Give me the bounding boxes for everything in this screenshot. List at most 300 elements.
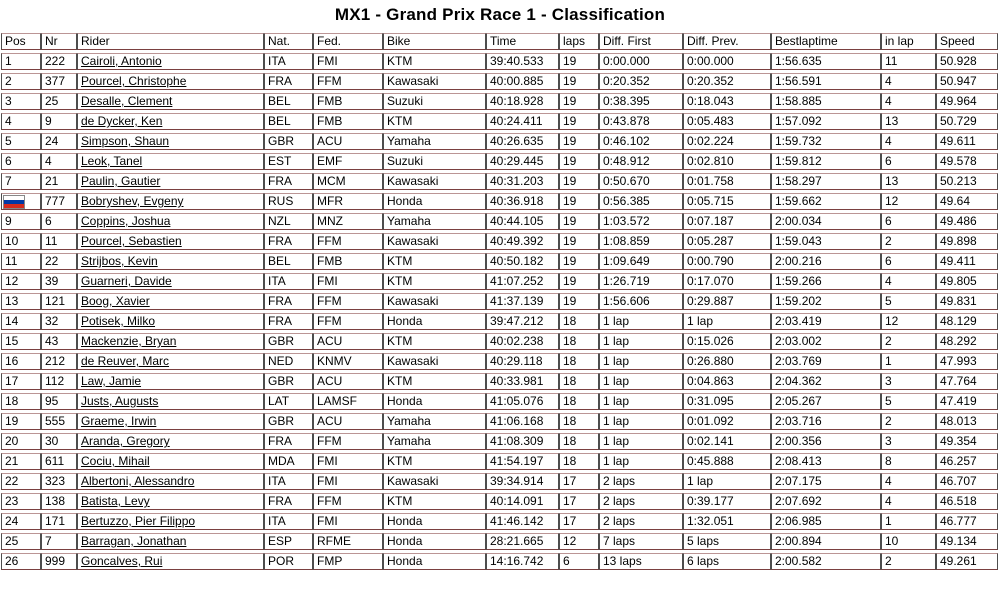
cell-diff_first: 1:26.719 <box>599 273 683 290</box>
cell-diff_first: 1 lap <box>599 393 683 410</box>
cell-speed: 46.777 <box>936 513 998 530</box>
cell-bestlaptime: 2:05.267 <box>771 393 881 410</box>
cell-diff_first: 2 laps <box>599 473 683 490</box>
cell-nat: NZL <box>264 213 313 230</box>
column-header-time: Time <box>486 33 559 50</box>
cell-bike: Kawasaki <box>383 353 486 370</box>
cell-diff_prev: 0:31.095 <box>683 393 771 410</box>
cell-diff_prev: 0:02.224 <box>683 133 771 150</box>
table-row <box>1 453 998 470</box>
cell-rider <box>77 533 264 550</box>
table-row <box>1 373 998 390</box>
cell-fed: FMI <box>313 473 383 490</box>
cell-laps: 18 <box>559 333 599 350</box>
cell-rider <box>77 213 264 230</box>
cell-nat: FRA <box>264 73 313 90</box>
cell-laps: 19 <box>559 213 599 230</box>
cell-nat: ITA <box>264 273 313 290</box>
cell-diff_first: 0:20.352 <box>599 73 683 90</box>
cell-nr: 555 <box>41 413 77 430</box>
cell-diff_prev: 0:18.043 <box>683 93 771 110</box>
cell-bestlaptime: 2:00.356 <box>771 433 881 450</box>
cell-bike: Kawasaki <box>383 233 486 250</box>
cell-speed: 48.129 <box>936 313 998 330</box>
column-header-speed: Speed <box>936 33 998 50</box>
cell-bike: KTM <box>383 333 486 350</box>
cell-rider <box>77 353 264 370</box>
cell-in_lap: 4 <box>881 473 936 490</box>
cell-in_lap: 1 <box>881 513 936 530</box>
cell-laps: 18 <box>559 433 599 450</box>
cell-in_lap: 2 <box>881 333 936 350</box>
rider-link[interactable]: Leok, Tanel <box>81 154 143 168</box>
cell-in_lap: 2 <box>881 553 936 570</box>
cell-time: 41:37.139 <box>486 293 559 310</box>
cell-diff_first: 1:03.572 <box>599 213 683 230</box>
column-header-laps: laps <box>559 33 599 50</box>
rider-link[interactable]: Guarneri, Davide <box>81 274 172 288</box>
cell-pos: 13 <box>1 293 41 310</box>
cell-nr: 11 <box>41 233 77 250</box>
cell-fed: MNZ <box>313 213 383 230</box>
cell-speed: 49.898 <box>936 233 998 250</box>
rider-link[interactable]: Strijbos, Kevin <box>81 254 158 268</box>
cell-pos <box>1 193 41 210</box>
cell-rider <box>77 193 264 210</box>
cell-laps: 19 <box>559 193 599 210</box>
cell-laps: 18 <box>559 313 599 330</box>
cell-fed: FFM <box>313 293 383 310</box>
cell-nat: GBR <box>264 373 313 390</box>
cell-nr: 21 <box>41 173 77 190</box>
column-header-in_lap: in lap <box>881 33 936 50</box>
cell-rider <box>77 153 264 170</box>
cell-nr: 4 <box>41 153 77 170</box>
cell-pos: 4 <box>1 113 41 130</box>
cell-nr: 377 <box>41 73 77 90</box>
cell-pos: 17 <box>1 373 41 390</box>
cell-diff_prev: 1 lap <box>683 473 771 490</box>
cell-diff_prev: 0:17.070 <box>683 273 771 290</box>
cell-nr: 30 <box>41 433 77 450</box>
table-row <box>1 113 998 130</box>
cell-rider <box>77 53 264 70</box>
cell-nat: NED <box>264 353 313 370</box>
cell-bestlaptime: 1:59.732 <box>771 133 881 150</box>
cell-fed: FFM <box>313 313 383 330</box>
column-header-bike: Bike <box>383 33 486 50</box>
cell-in_lap: 3 <box>881 373 936 390</box>
cell-speed: 49.611 <box>936 133 998 150</box>
cell-pos: 10 <box>1 233 41 250</box>
rider-link[interactable]: Batista, Levy <box>81 494 150 508</box>
cell-diff_prev: 0:05.715 <box>683 193 771 210</box>
cell-bike: KTM <box>383 53 486 70</box>
cell-nat: BEL <box>264 113 313 130</box>
cell-rider <box>77 93 264 110</box>
cell-nat: GBR <box>264 413 313 430</box>
cell-speed: 49.805 <box>936 273 998 290</box>
cell-pos: 9 <box>1 213 41 230</box>
cell-bike: Yamaha <box>383 213 486 230</box>
cell-time: 40:29.445 <box>486 153 559 170</box>
cell-laps: 19 <box>559 113 599 130</box>
column-header-fed: Fed. <box>313 33 383 50</box>
cell-pos: 2 <box>1 73 41 90</box>
rider-link[interactable]: Pourcel, Sebastien <box>81 234 182 248</box>
cell-nr: 212 <box>41 353 77 370</box>
cell-fed: ACU <box>313 333 383 350</box>
cell-fed: ACU <box>313 413 383 430</box>
table-row <box>1 473 998 490</box>
cell-bestlaptime: 1:58.885 <box>771 93 881 110</box>
cell-nat: EST <box>264 153 313 170</box>
table-row <box>1 553 998 570</box>
table-row <box>1 493 998 510</box>
cell-bike: Kawasaki <box>383 173 486 190</box>
cell-diff_first: 1 lap <box>599 413 683 430</box>
cell-rider <box>77 273 264 290</box>
cell-nat: ESP <box>264 533 313 550</box>
cell-bestlaptime: 1:58.297 <box>771 173 881 190</box>
russia-flag-icon <box>4 196 24 208</box>
cell-laps: 18 <box>559 453 599 470</box>
cell-in_lap: 13 <box>881 173 936 190</box>
cell-nat: BEL <box>264 253 313 270</box>
cell-diff_first: 1 lap <box>599 453 683 470</box>
cell-in_lap: 2 <box>881 233 936 250</box>
cell-diff_prev: 0:05.287 <box>683 233 771 250</box>
column-header-diff_prev: Diff. Prev. <box>683 33 771 50</box>
cell-nr: 222 <box>41 53 77 70</box>
cell-fed: ACU <box>313 133 383 150</box>
cell-speed: 50.729 <box>936 113 998 130</box>
rider-link[interactable]: Boog, Xavier <box>81 294 150 308</box>
cell-bike: KTM <box>383 373 486 390</box>
cell-diff_first: 1 lap <box>599 313 683 330</box>
column-header-nat: Nat. <box>264 33 313 50</box>
table-row <box>1 133 998 150</box>
cell-bike: Suzuki <box>383 153 486 170</box>
cell-bestlaptime: 1:59.266 <box>771 273 881 290</box>
cell-laps: 18 <box>559 373 599 390</box>
cell-nr: 171 <box>41 513 77 530</box>
cell-bestlaptime: 2:00.034 <box>771 213 881 230</box>
cell-speed: 49.831 <box>936 293 998 310</box>
cell-diff_first: 1 lap <box>599 373 683 390</box>
cell-fed: FMB <box>313 93 383 110</box>
cell-nat: GBR <box>264 133 313 150</box>
cell-diff_prev: 0:45.888 <box>683 453 771 470</box>
cell-bike: KTM <box>383 253 486 270</box>
rider-link[interactable]: Justs, Augusts <box>81 394 159 408</box>
cell-rider <box>77 413 264 430</box>
cell-speed: 49.578 <box>936 153 998 170</box>
cell-in_lap: 6 <box>881 213 936 230</box>
rider-link[interactable]: Desalle, Clement <box>81 94 173 108</box>
cell-time: 40:33.981 <box>486 373 559 390</box>
cell-diff_prev: 0:05.483 <box>683 113 771 130</box>
rider-link[interactable]: Pourcel, Christophe <box>81 74 187 88</box>
rider-link[interactable]: Simpson, Shaun <box>81 134 170 148</box>
cell-rider <box>77 453 264 470</box>
cell-laps: 19 <box>559 233 599 250</box>
cell-nr: 777 <box>41 193 77 210</box>
column-header-bestlaptime: Bestlaptime <box>771 33 881 50</box>
cell-bike: Honda <box>383 313 486 330</box>
rider-link[interactable]: Albertoni, Alessandro <box>81 474 195 488</box>
table-row <box>1 433 998 450</box>
cell-speed: 49.134 <box>936 533 998 550</box>
cell-laps: 17 <box>559 473 599 490</box>
cell-nr: 9 <box>41 113 77 130</box>
cell-time: 41:54.197 <box>486 453 559 470</box>
rider-link[interactable]: Barragan, Jonathan <box>81 534 187 548</box>
cell-diff_prev: 6 laps <box>683 553 771 570</box>
cell-in_lap: 11 <box>881 53 936 70</box>
cell-pos: 20 <box>1 433 41 450</box>
cell-time: 40:00.885 <box>486 73 559 90</box>
cell-bestlaptime: 2:07.692 <box>771 493 881 510</box>
cell-diff_prev: 0:00.000 <box>683 53 771 70</box>
cell-in_lap: 8 <box>881 453 936 470</box>
table-row <box>1 193 998 210</box>
cell-pos: 23 <box>1 493 41 510</box>
cell-bike: Kawasaki <box>383 293 486 310</box>
rider-link[interactable]: Cairoli, Antonio <box>81 54 162 68</box>
table-row <box>1 533 998 550</box>
cell-in_lap: 12 <box>881 193 936 210</box>
rider-link[interactable]: Paulin, Gautier <box>81 174 161 188</box>
cell-diff_prev: 1 lap <box>683 313 771 330</box>
header-row <box>1 33 998 50</box>
cell-nat: FRA <box>264 433 313 450</box>
cell-nat: RUS <box>264 193 313 210</box>
cell-diff_prev: 0:20.352 <box>683 73 771 90</box>
cell-time: 41:46.142 <box>486 513 559 530</box>
cell-rider <box>77 133 264 150</box>
cell-fed: FMI <box>313 513 383 530</box>
cell-laps: 17 <box>559 493 599 510</box>
rider-link[interactable]: Goncalves, Rui <box>81 554 163 568</box>
cell-time: 41:07.252 <box>486 273 559 290</box>
cell-bike: KTM <box>383 113 486 130</box>
rider-link[interactable]: Law, Jamie <box>81 374 142 388</box>
cell-speed: 46.518 <box>936 493 998 510</box>
cell-time: 40:29.118 <box>486 353 559 370</box>
cell-time: 39:47.212 <box>486 313 559 330</box>
cell-fed: ACU <box>313 373 383 390</box>
rider-link[interactable]: Bobryshev, Evgeny <box>81 194 184 208</box>
cell-bike: Honda <box>383 513 486 530</box>
cell-nr: 95 <box>41 393 77 410</box>
rider-link[interactable]: Cociu, Mihail <box>81 454 150 468</box>
cell-bestlaptime: 2:06.985 <box>771 513 881 530</box>
cell-rider <box>77 513 264 530</box>
cell-pos: 7 <box>1 173 41 190</box>
cell-diff_prev: 0:29.887 <box>683 293 771 310</box>
cell-bike: Yamaha <box>383 433 486 450</box>
cell-diff_prev: 0:26.880 <box>683 353 771 370</box>
cell-bestlaptime: 2:03.419 <box>771 313 881 330</box>
rider-link[interactable]: Mackenzie, Bryan <box>81 334 177 348</box>
cell-fed: MFR <box>313 193 383 210</box>
cell-in_lap: 4 <box>881 493 936 510</box>
rider-link[interactable]: Bertuzzo, Pier Filippo <box>81 514 196 528</box>
cell-speed: 47.419 <box>936 393 998 410</box>
cell-bike: KTM <box>383 273 486 290</box>
rider-link[interactable]: Coppins, Joshua <box>81 214 171 228</box>
table-row <box>1 513 998 530</box>
cell-fed: MCM <box>313 173 383 190</box>
cell-in_lap: 4 <box>881 93 936 110</box>
cell-bestlaptime: 2:04.362 <box>771 373 881 390</box>
cell-laps: 19 <box>559 173 599 190</box>
table-row <box>1 153 998 170</box>
cell-fed: FFM <box>313 233 383 250</box>
cell-fed: FMB <box>313 113 383 130</box>
cell-fed: FMP <box>313 553 383 570</box>
cell-rider <box>77 373 264 390</box>
cell-rider <box>77 173 264 190</box>
cell-nr: 323 <box>41 473 77 490</box>
cell-pos: 15 <box>1 333 41 350</box>
table-row <box>1 53 998 70</box>
cell-nat: ITA <box>264 53 313 70</box>
cell-bestlaptime: 1:57.092 <box>771 113 881 130</box>
cell-fed: FMI <box>313 273 383 290</box>
cell-bestlaptime: 2:08.413 <box>771 453 881 470</box>
table-row <box>1 333 998 350</box>
cell-nat: MDA <box>264 453 313 470</box>
cell-bestlaptime: 2:03.002 <box>771 333 881 350</box>
cell-time: 41:08.309 <box>486 433 559 450</box>
cell-nat: FRA <box>264 173 313 190</box>
cell-diff_first: 0:38.395 <box>599 93 683 110</box>
cell-speed: 46.707 <box>936 473 998 490</box>
cell-pos: 16 <box>1 353 41 370</box>
cell-speed: 48.013 <box>936 413 998 430</box>
cell-pos: 26 <box>1 553 41 570</box>
cell-pos: 21 <box>1 453 41 470</box>
cell-nr: 43 <box>41 333 77 350</box>
cell-time: 28:21.665 <box>486 533 559 550</box>
cell-laps: 19 <box>559 153 599 170</box>
cell-diff_prev: 1:32.051 <box>683 513 771 530</box>
cell-time: 40:44.105 <box>486 213 559 230</box>
cell-bike: KTM <box>383 493 486 510</box>
cell-laps: 19 <box>559 133 599 150</box>
cell-nr: 7 <box>41 533 77 550</box>
cell-nr: 138 <box>41 493 77 510</box>
rider-link[interactable]: Aranda, Gregory <box>81 434 170 448</box>
cell-fed: KNMV <box>313 353 383 370</box>
cell-time: 40:50.182 <box>486 253 559 270</box>
cell-in_lap: 13 <box>881 113 936 130</box>
cell-time: 41:06.168 <box>486 413 559 430</box>
cell-diff_first: 1 lap <box>599 333 683 350</box>
cell-time: 39:34.914 <box>486 473 559 490</box>
cell-bestlaptime: 2:00.894 <box>771 533 881 550</box>
cell-pos: 25 <box>1 533 41 550</box>
cell-speed: 47.764 <box>936 373 998 390</box>
cell-pos: 11 <box>1 253 41 270</box>
cell-nat: BEL <box>264 93 313 110</box>
cell-diff_first: 13 laps <box>599 553 683 570</box>
rider-link[interactable]: Potisek, Milko <box>81 314 156 328</box>
cell-bestlaptime: 1:59.043 <box>771 233 881 250</box>
cell-bestlaptime: 1:56.635 <box>771 53 881 70</box>
rider-link[interactable]: Graeme, Irwin <box>81 414 157 428</box>
cell-speed: 49.64 <box>936 193 998 210</box>
cell-in_lap: 1 <box>881 353 936 370</box>
cell-laps: 12 <box>559 533 599 550</box>
cell-laps: 19 <box>559 253 599 270</box>
cell-bike: Yamaha <box>383 133 486 150</box>
cell-nat: FRA <box>264 293 313 310</box>
cell-laps: 17 <box>559 513 599 530</box>
cell-nat: FRA <box>264 313 313 330</box>
cell-bestlaptime: 1:59.202 <box>771 293 881 310</box>
cell-rider <box>77 553 264 570</box>
table-row <box>1 393 998 410</box>
table-row <box>1 233 998 250</box>
cell-time: 40:49.392 <box>486 233 559 250</box>
cell-bestlaptime: 1:59.662 <box>771 193 881 210</box>
cell-in_lap: 12 <box>881 313 936 330</box>
column-header-diff_first: Diff. First <box>599 33 683 50</box>
cell-diff_prev: 5 laps <box>683 533 771 550</box>
cell-nat: GBR <box>264 333 313 350</box>
cell-diff_first: 1:56.606 <box>599 293 683 310</box>
cell-in_lap: 10 <box>881 533 936 550</box>
cell-diff_first: 1 lap <box>599 433 683 450</box>
cell-fed: FFM <box>313 433 383 450</box>
cell-diff_prev: 0:00.790 <box>683 253 771 270</box>
cell-rider <box>77 113 264 130</box>
cell-fed: EMF <box>313 153 383 170</box>
cell-nr: 24 <box>41 133 77 150</box>
cell-diff_first: 7 laps <box>599 533 683 550</box>
cell-diff_first: 0:46.102 <box>599 133 683 150</box>
cell-speed: 49.486 <box>936 213 998 230</box>
cell-fed: FFM <box>313 73 383 90</box>
cell-bike: KTM <box>383 453 486 470</box>
rider-link[interactable]: de Dycker, Ken <box>81 114 163 128</box>
cell-pos: 24 <box>1 513 41 530</box>
cell-bike: Honda <box>383 393 486 410</box>
table-row <box>1 353 998 370</box>
cell-bike: Yamaha <box>383 413 486 430</box>
cell-rider <box>77 313 264 330</box>
cell-diff_first: 1 lap <box>599 353 683 370</box>
cell-bike: Honda <box>383 553 486 570</box>
cell-diff_prev: 0:15.026 <box>683 333 771 350</box>
table-row <box>1 173 998 190</box>
cell-bestlaptime: 2:00.582 <box>771 553 881 570</box>
cell-pos: 1 <box>1 53 41 70</box>
cell-nr: 999 <box>41 553 77 570</box>
cell-nr: 22 <box>41 253 77 270</box>
cell-in_lap: 4 <box>881 133 936 150</box>
cell-speed: 50.928 <box>936 53 998 70</box>
cell-pos: 5 <box>1 133 41 150</box>
rider-link[interactable]: de Reuver, Marc <box>81 354 170 368</box>
cell-speed: 49.964 <box>936 93 998 110</box>
column-header-rider: Rider <box>77 33 264 50</box>
cell-bike: Honda <box>383 533 486 550</box>
cell-nat: FRA <box>264 493 313 510</box>
